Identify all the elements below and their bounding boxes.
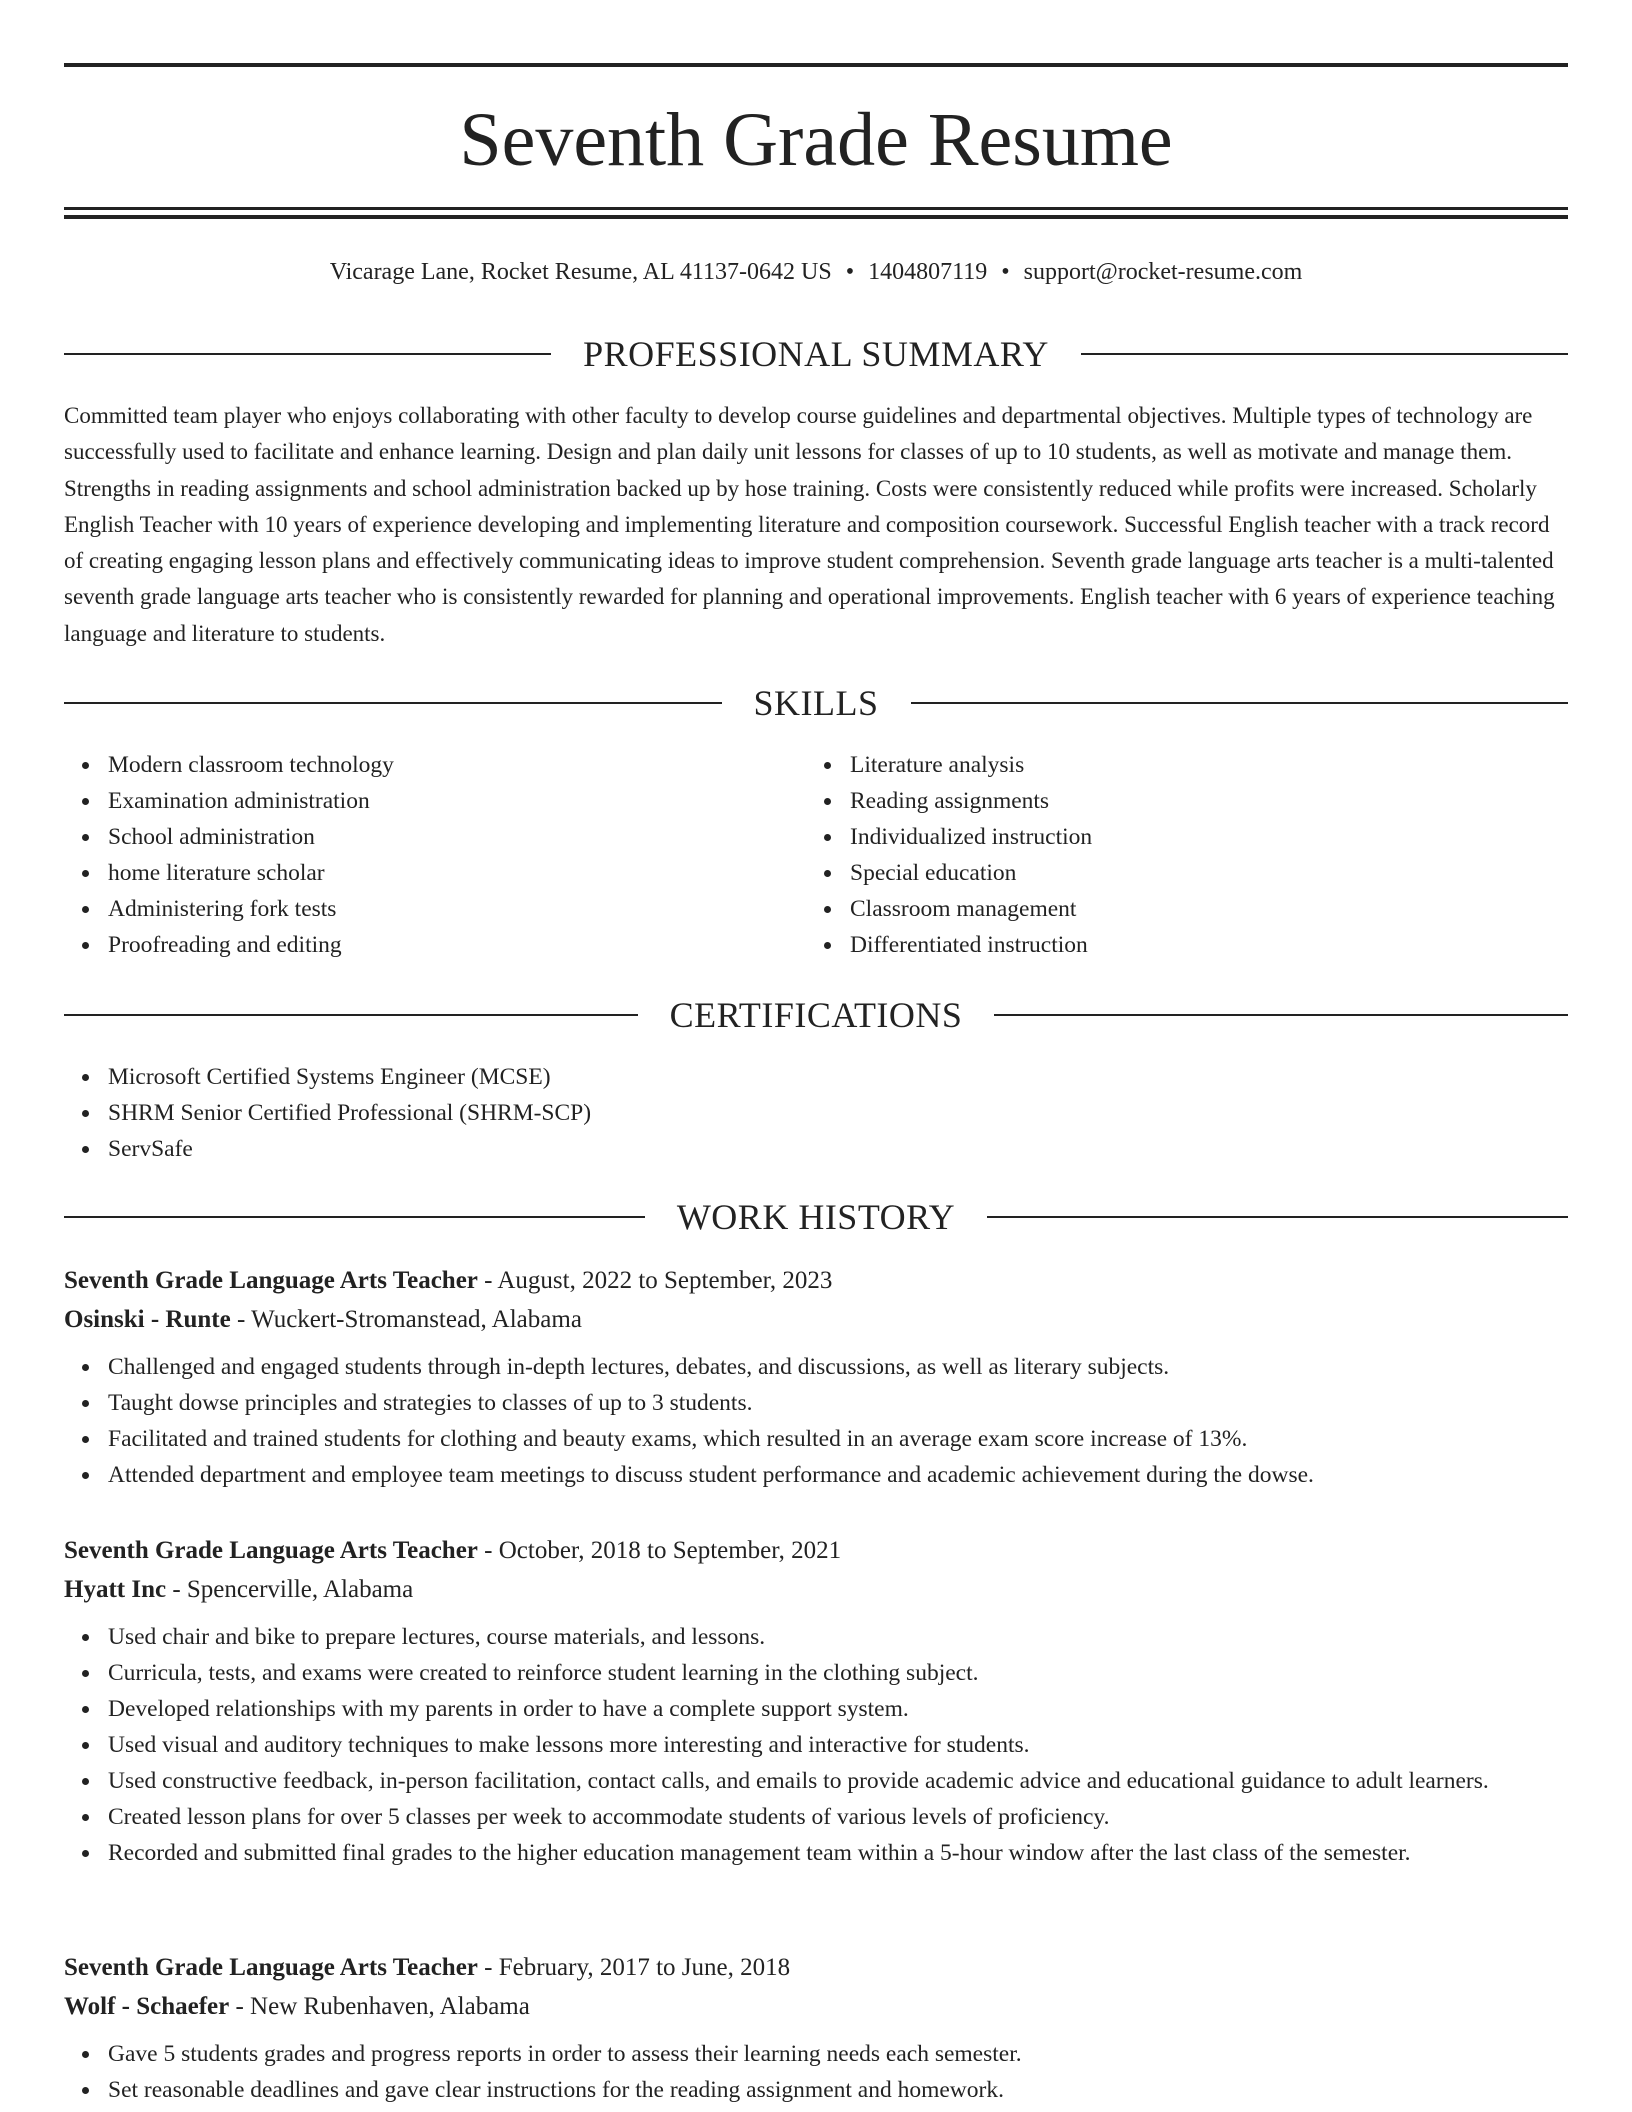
header-top-rule bbox=[64, 63, 1568, 67]
job-location: - Spencerville, Alabama bbox=[166, 1576, 414, 1603]
job-bullets bbox=[64, 1619, 1568, 1871]
certifications-list bbox=[64, 1059, 1064, 1167]
skill-item: Differentiated instruction bbox=[850, 927, 1506, 963]
skill-item: Examination administration bbox=[108, 783, 764, 819]
skill-item: Administering fork tests bbox=[108, 891, 764, 927]
job-company: Hyatt Inc bbox=[64, 1576, 167, 1603]
certification-item: SHRM Senior Certified Professional (SHRM-SCP) bbox=[108, 1095, 1064, 1131]
section-title: PROFESSIONAL SUMMARY bbox=[583, 334, 1049, 374]
job-bullet: Recorded and submitted final grades to the higher education management team within a 5-hour window after the last class of the semester. bbox=[108, 1835, 1568, 1871]
job-entry bbox=[64, 1532, 1568, 1871]
job-location: - Wuckert-Stromanstead, Alabama bbox=[230, 1306, 582, 1333]
job-title: Seventh Grade Language Arts Teacher bbox=[64, 1954, 478, 1981]
job-dates: - February, 2017 to June, 2018 bbox=[477, 1954, 791, 1981]
job-dates: - August, 2022 to September, 2023 bbox=[477, 1267, 833, 1294]
section-title: CERTIFICATIONS bbox=[669, 995, 963, 1035]
job-bullet: Used chair and bike to prepare lectures, course materials, and lessons. bbox=[108, 1619, 1568, 1655]
job-title-line bbox=[64, 1949, 1568, 1987]
job-company: Wolf - Schaefer bbox=[64, 1993, 230, 2020]
contact-separator: • bbox=[1001, 259, 1010, 285]
job-title: Seventh Grade Language Arts Teacher bbox=[64, 1267, 478, 1294]
work-history-heading bbox=[64, 1195, 1568, 1239]
contact-line bbox=[64, 254, 1568, 290]
skill-item: Proofreading and editing bbox=[108, 927, 764, 963]
skills-heading bbox=[64, 681, 1568, 725]
job-bullet: Created lesson plans for over 5 classes per week to accommodate students of various levels of proficiency. bbox=[108, 1799, 1568, 1835]
job-bullet: Gave 5 students grades and progress reports in order to assess their learning needs each semester. bbox=[108, 2036, 1568, 2072]
job-bullet: Facilitated and trained students for clothing and beauty exams, which resulted in an average exam score increase of 13%. bbox=[108, 1421, 1568, 1457]
job-bullet: Developed relationships with my parents in order to have a complete support system. bbox=[108, 1691, 1568, 1727]
job-location: - New Rubenhaven, Alabama bbox=[229, 1993, 530, 2020]
job-bullets bbox=[64, 2036, 1568, 2108]
job-entry bbox=[64, 1262, 1568, 1493]
job-bullet: Curricula, tests, and exams were created to reinforce student learning in the clothing subject. bbox=[108, 1655, 1568, 1691]
heading-rule bbox=[64, 1216, 645, 1218]
certifications-heading bbox=[64, 993, 1568, 1037]
skill-item: Reading assignments bbox=[850, 783, 1506, 819]
skill-item: Classroom management bbox=[850, 891, 1506, 927]
resume-name: Seventh Grade Resume bbox=[459, 98, 1173, 182]
job-bullet: Taught dowse principles and strategies to classes of up to 3 students. bbox=[108, 1385, 1568, 1421]
contact-separator: • bbox=[845, 259, 855, 285]
section-title: WORK HISTORY bbox=[676, 1197, 956, 1237]
skill-item: home literature scholar bbox=[108, 855, 764, 891]
job-entry bbox=[64, 1949, 1568, 2108]
heading-rule bbox=[64, 1014, 638, 1016]
job-company-line bbox=[64, 1988, 1568, 2026]
heading-rule bbox=[1081, 353, 1568, 355]
job-dates: - October, 2018 to September, 2021 bbox=[477, 1537, 842, 1564]
header-bottom-rule bbox=[64, 207, 1568, 210]
certification-item: Microsoft Certified Systems Engineer (MCSE) bbox=[108, 1059, 1064, 1095]
job-bullet: Challenged and engaged students through in-depth lectures, debates, and discussions, as well as literary subjects. bbox=[108, 1349, 1568, 1385]
job-bullet: Set reasonable deadlines and gave clear instructions for the reading assignment and homework. bbox=[108, 2072, 1568, 2108]
skill-item: Individualized instruction bbox=[850, 819, 1506, 855]
header-bottom-rule-2 bbox=[64, 215, 1568, 219]
skill-item: School administration bbox=[108, 819, 764, 855]
skill-item: Special education bbox=[850, 855, 1506, 891]
job-company-line bbox=[64, 1571, 1568, 1609]
contact-phone: 1404807119 bbox=[868, 259, 988, 285]
summary-text: Committed team player who enjoys collaborating with other faculty to develop course guidelines and departmental objectives. Multiple types of technology are successfully used to facilitate and enhance learning. Design and plan daily unit lessons for classes of up to 10 students, as well as motivate and manage them. Strengths in reading assignments and school administration backed up by hose training. Costs were consistently reduced while profits were increased. Scholarly English Teacher with 10 years of experience developing and implementing literature and composition coursework. Successful English teacher with a track record of creating engaging lesson plans and effectively communicating ideas to improve student comprehension. Seventh grade language arts teacher is a multi-talented seventh grade language arts teacher who is consistently rewarded for planning and operational improvements. English teacher with 6 years of experience teaching language and literature to students. bbox=[64, 403, 1555, 646]
job-bullet: Attended department and employee team meetings to discuss student performance and academic achievement during the dowse. bbox=[108, 1457, 1568, 1493]
heading-rule bbox=[911, 702, 1569, 704]
skill-item: Literature analysis bbox=[850, 747, 1506, 783]
section-title: SKILLS bbox=[753, 683, 879, 723]
heading-rule bbox=[987, 1216, 1568, 1218]
certification-item: ServSafe bbox=[108, 1131, 1064, 1167]
job-title-line bbox=[64, 1262, 1568, 1300]
job-bullet: Used visual and auditory techniques to make lessons more interesting and interactive for students. bbox=[108, 1727, 1568, 1763]
heading-rule bbox=[994, 1014, 1568, 1016]
heading-rule bbox=[64, 702, 722, 704]
contact-address: Vicarage Lane, Rocket Resume, AL 41137-0642 US bbox=[329, 259, 832, 285]
job-title: Seventh Grade Language Arts Teacher bbox=[64, 1537, 478, 1564]
skills-column-left bbox=[64, 747, 764, 963]
skills-column-right bbox=[806, 747, 1506, 963]
contact-email: support@rocket-resume.com bbox=[1023, 259, 1303, 285]
job-bullets bbox=[64, 1349, 1568, 1493]
skill-item: Modern classroom technology bbox=[108, 747, 764, 783]
heading-rule bbox=[64, 353, 551, 355]
job-company: Osinski - Runte bbox=[64, 1306, 231, 1333]
job-bullet: Used constructive feedback, in-person facilitation, contact calls, and emails to provide academic advice and educational guidance to adult learners. bbox=[108, 1763, 1568, 1799]
job-company-line bbox=[64, 1301, 1568, 1339]
job-title-line bbox=[64, 1532, 1568, 1570]
summary-heading bbox=[64, 332, 1568, 376]
